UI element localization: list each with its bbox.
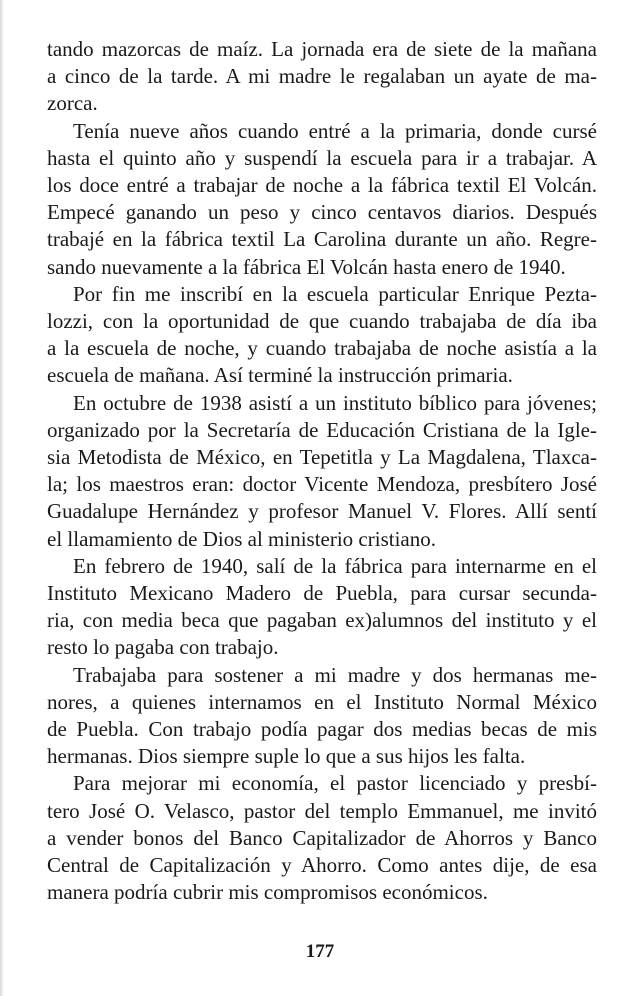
text-line: sia Metodista de México, en Tepetitla y La Magdalena, Tlaxca- [47, 445, 597, 470]
text-line: hermanas. Dios siempre suple lo que a sus hijos les falta. [47, 744, 526, 769]
text-line: Trabajaba para sostener a mi madre y dos hermanas me- [73, 662, 597, 687]
page-binding-shadow [0, 0, 4, 996]
text-line: lozzi, con la oportunidad de que cuando trabajaba de día iba [47, 309, 597, 334]
text-line: los doce entré a trabajar de noche a la fábrica textil El Volcán. [47, 173, 597, 198]
text-line: Empecé ganando un peso y cinco centavos diarios. Después [47, 200, 597, 225]
text-line: de Puebla. Con trabajo podía pagar dos medias becas de mis [47, 717, 597, 742]
paragraph [47, 118, 597, 281]
text-line: En febrero de 1940, salí de la fábrica para internarme en el [73, 553, 597, 578]
paragraph [47, 390, 597, 553]
text-line: Para mejorar mi economía, el pastor licenciado y presbí- [73, 771, 597, 796]
text-line: ria, con media beca que pagaban ex)alumnos del instituto y el [47, 608, 597, 633]
text-line: manera podría cubrir mis compromisos económicos. [47, 880, 488, 905]
text-line: Tenía nueve años cuando entré a la primaria, donde cursé [73, 118, 597, 143]
text-line: tero José O. Velasco, pastor del templo Emmanuel, me invitó [47, 798, 597, 823]
paragraph [47, 36, 597, 118]
text-line: el llamamiento de Dios al ministerio cristiano. [47, 526, 436, 551]
paragraph [47, 770, 597, 906]
text-line: la; los maestros eran: doctor Vicente Mendoza, presbítero José [47, 472, 597, 497]
text-line: Guadalupe Hernández y profesor Manuel V. Flores. Allí sentí [47, 499, 597, 524]
page-number: 177 [305, 941, 335, 962]
text-line: Instituto Mexicano Madero de Puebla, para cursar secunda- [47, 581, 597, 606]
text-line: a cinco de la tarde. A mi madre le regalaban un ayate de ma- [47, 64, 597, 89]
text-line: tando mazorcas de maíz. La jornada era de siete de la mañana [47, 37, 597, 61]
text-line: resto lo pagaba con trabajo. [47, 635, 279, 660]
text-line: escuela de mañana. Así terminé la instrucción primaria. [47, 363, 513, 388]
text-line: Por fin me inscribí en la escuela particular Enrique Pezta- [73, 281, 597, 306]
text-line: hasta el quinto año y suspendí la escuela para ir a trabajar. A [47, 145, 597, 170]
paragraph [47, 281, 597, 390]
text-line: zorca. [47, 91, 98, 116]
text-line: En octubre de 1938 asistí a un instituto bíblico para jóvenes; [73, 390, 597, 415]
text-line: organizado por la Secretaría de Educación Cristiana de la Igle- [47, 417, 597, 442]
text-line: sando nuevamente a la fábrica El Volcán hasta enero de 1940. [47, 254, 566, 279]
paragraph [47, 553, 597, 662]
paragraph [47, 662, 597, 771]
page-body [47, 36, 597, 907]
text-line: Central de Capitalización y Ahorro. Como antes dije, de esa [47, 853, 597, 878]
text-line: a vender bonos del Banco Capitalizador de Ahorros y Banco [47, 825, 597, 850]
text-line: nores, a quienes internamos en el Instituto Normal México [47, 689, 597, 714]
text-line: trabajé en la fábrica textil La Carolina durante un año. Regre- [47, 227, 597, 252]
text-line: a la escuela de noche, y cuando trabajaba de noche asistía a la [47, 336, 597, 361]
